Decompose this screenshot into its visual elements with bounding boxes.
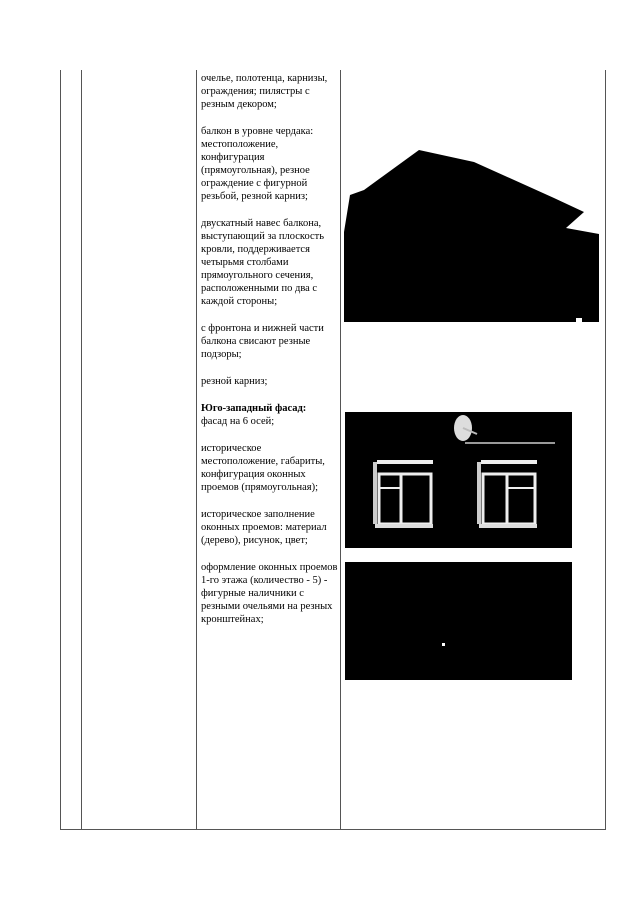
paragraph: очелье, полотенца, карнизы, ограждения; пилястры с резным декором; bbox=[201, 73, 328, 110]
facade-line: фасад на 6 осей; bbox=[201, 416, 275, 427]
facade-heading: Юго-западный фасад: bbox=[201, 403, 307, 414]
facade-section bbox=[201, 402, 341, 428]
paragraph: оформление оконных проемов 1-го этажа (количество - 5) - фигурные наличники с резными очельями на резных кронштейнах; bbox=[201, 562, 338, 625]
table-bottom-border bbox=[60, 829, 606, 830]
paragraph: резной карниз; bbox=[201, 376, 268, 387]
window-detail-photo bbox=[345, 562, 572, 680]
paragraph: балкон в уровне чердака: местоположение, конфигурация (прямоугольная), резное ограждение с фигурной резьбой, резной карниз; bbox=[201, 126, 314, 202]
table-divider-1 bbox=[81, 70, 82, 830]
table-border-right bbox=[605, 70, 606, 830]
description-column bbox=[201, 72, 341, 640]
table-divider-2 bbox=[196, 70, 197, 830]
balcony-gable-photo bbox=[344, 150, 600, 322]
table-border-left bbox=[60, 70, 61, 830]
paragraph: двускатный навес балкона, выступающий за плоскость кровли, поддерживается четырьмя столбами прямоугольного сечения, расположенными по два с каждой стороны; bbox=[201, 218, 325, 307]
paragraph: историческое заполнение оконных проемов: материал (дерево), рисунок, цвет; bbox=[201, 509, 327, 546]
paragraph: историческое местоположение, габариты, конфигурация оконных проемов (прямоугольная); bbox=[201, 443, 325, 493]
facade-windows-photo bbox=[345, 412, 572, 548]
paragraph: с фронтона и нижней части балкона свисают резные подзоры; bbox=[201, 323, 324, 360]
